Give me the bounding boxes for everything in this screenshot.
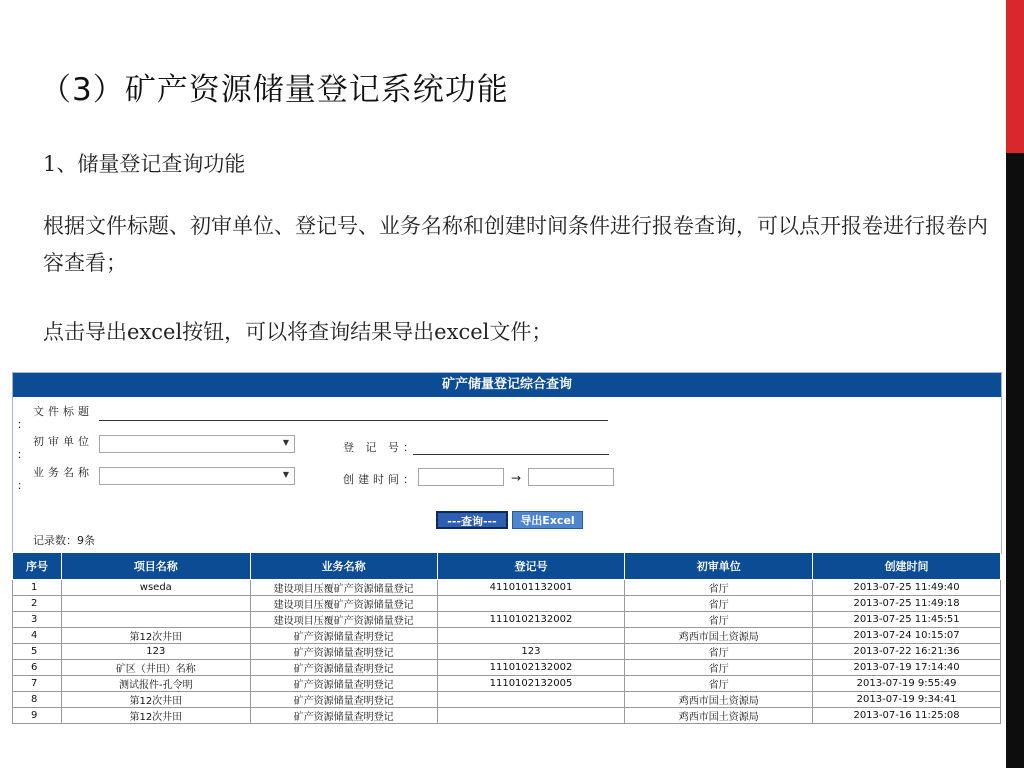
row-created-time: 2013-07-19 17:14:40	[813, 660, 1001, 676]
slide-side-bar	[1006, 0, 1024, 768]
section-heading: 1、储量登记查询功能	[43, 152, 246, 176]
table-row[interactable]	[13, 596, 1001, 612]
row-project-name[interactable]: 第12次井田	[61, 628, 250, 644]
row-reg-no: 1110102132005	[437, 676, 625, 692]
row-index: 7	[13, 676, 62, 692]
export-excel-button[interactable]: 导出Excel	[512, 511, 583, 529]
row-index: 2	[13, 596, 62, 612]
query-button[interactable]: ---查询---	[436, 511, 508, 529]
table-row[interactable]	[13, 644, 1001, 660]
row-project-name[interactable]	[61, 612, 250, 628]
row-reg-no	[437, 628, 625, 644]
row-index: 1	[13, 580, 62, 596]
row-index: 3	[13, 612, 62, 628]
table-row[interactable]	[13, 628, 1001, 644]
column-header-reg-no[interactable]: 登记号	[437, 553, 625, 580]
row-project-name[interactable]: 第12次井田	[61, 708, 250, 724]
row-business-name: 矿产资源储量查明登记	[250, 644, 437, 660]
business-name-label: 业务名称	[33, 466, 93, 479]
column-header-index[interactable]: 序号	[13, 553, 62, 580]
row-reg-no	[437, 596, 625, 612]
row-review-unit: 省厅	[625, 676, 813, 692]
table-row[interactable]	[13, 692, 1001, 708]
description-paragraph: 根据文件标题、初审单位、登记号、业务名称和创建时间条件进行报卷查询，可以点开报卷进行报卷内容查看；	[43, 214, 988, 275]
column-header-review-unit[interactable]: 初审单位	[625, 553, 813, 580]
file-title-colon: ：	[17, 418, 28, 431]
file-title-input[interactable]	[99, 404, 608, 421]
row-project-name[interactable]: 测试报件-孔令明	[61, 676, 250, 692]
table-row[interactable]	[13, 612, 1001, 628]
row-index: 5	[13, 644, 62, 660]
table-row[interactable]	[13, 580, 1001, 596]
row-created-time: 2013-07-19 9:55:49	[813, 676, 1001, 692]
row-created-time: 2013-07-25 11:49:18	[813, 596, 1001, 612]
row-review-unit: 省厅	[625, 580, 813, 596]
row-index: 8	[13, 692, 62, 708]
row-index: 4	[13, 628, 62, 644]
row-reg-no: 4110101132001	[437, 580, 625, 596]
reg-no-input[interactable]	[413, 438, 609, 455]
row-created-time: 2013-07-19 9:34:41	[813, 692, 1001, 708]
created-to-input[interactable]	[528, 468, 614, 486]
file-title-label: 文件标题	[33, 405, 93, 418]
row-reg-no: 1110102132002	[437, 660, 625, 676]
row-created-time: 2013-07-25 11:45:51	[813, 612, 1001, 628]
business-name-colon: ：	[17, 479, 28, 492]
row-created-time: 2013-07-22 16:21:36	[813, 644, 1001, 660]
row-business-name: 建设项目压覆矿产资源储量登记	[250, 596, 437, 612]
row-business-name: 建设项目压覆矿产资源储量登记	[250, 612, 437, 628]
created-from-input[interactable]	[418, 468, 504, 486]
column-header-business-name[interactable]: 业务名称	[250, 553, 437, 580]
record-count: 记录数：9条	[33, 534, 95, 547]
row-business-name: 矿产资源储量查明登记	[250, 692, 437, 708]
row-review-unit: 省厅	[625, 644, 813, 660]
reg-no-label: 登 记 号：	[343, 441, 418, 454]
chevron-down-icon: ▼	[282, 470, 289, 479]
row-project-name[interactable]: 矿区（井田）名称	[61, 660, 250, 676]
row-reg-no: 1110102132002	[437, 612, 625, 628]
row-review-unit: 省厅	[625, 596, 813, 612]
row-project-name[interactable]	[61, 596, 250, 612]
row-created-time: 2013-07-25 11:49:40	[813, 580, 1001, 596]
row-reg-no: 123	[437, 644, 625, 660]
row-created-time: 2013-07-24 10:15:07	[813, 628, 1001, 644]
row-review-unit: 省厅	[625, 660, 813, 676]
query-panel-header: 矿产储量登记综合查询	[13, 373, 1001, 397]
query-panel	[12, 372, 1002, 554]
chevron-down-icon: ▼	[282, 438, 289, 447]
row-reg-no	[437, 708, 625, 724]
table-row[interactable]	[13, 676, 1001, 692]
slide-side-bar-accent	[1006, 0, 1024, 153]
row-review-unit: 鸡西市国土资源局	[625, 628, 813, 644]
row-index: 9	[13, 708, 62, 724]
range-arrow: →	[511, 471, 522, 485]
table-header-row	[13, 553, 1001, 580]
column-header-created-time[interactable]: 创建时间	[813, 553, 1001, 580]
table-row[interactable]	[13, 660, 1001, 676]
export-description: 点击导出excel按钮，可以将查询结果导出excel文件；	[43, 320, 553, 344]
row-business-name: 矿产资源储量查明登记	[250, 708, 437, 724]
row-index: 6	[13, 660, 62, 676]
business-name-select[interactable]	[99, 467, 295, 485]
column-header-project-name[interactable]: 项目名称	[61, 553, 250, 580]
row-business-name: 矿产资源储量查明登记	[250, 660, 437, 676]
created-time-label: 创建时间：	[343, 473, 418, 486]
row-project-name[interactable]: wseda	[61, 580, 250, 596]
table-row[interactable]	[13, 708, 1001, 724]
row-project-name[interactable]: 第12次井田	[61, 692, 250, 708]
results-table	[12, 552, 1001, 724]
row-reg-no	[437, 692, 625, 708]
row-project-name[interactable]: 123	[61, 644, 250, 660]
review-unit-colon: ：	[17, 448, 28, 461]
row-created-time: 2013-07-16 11:25:08	[813, 708, 1001, 724]
review-unit-select[interactable]	[99, 435, 295, 453]
review-unit-label: 初审单位	[33, 435, 93, 448]
row-review-unit: 省厅	[625, 612, 813, 628]
row-business-name: 矿产资源储量查明登记	[250, 676, 437, 692]
row-review-unit: 鸡西市国土资源局	[625, 692, 813, 708]
row-business-name: 建设项目压覆矿产资源储量登记	[250, 580, 437, 596]
slide-title: （3）矿产资源储量登记系统功能	[40, 72, 509, 108]
row-business-name: 矿产资源储量查明登记	[250, 628, 437, 644]
row-review-unit: 鸡西市国土资源局	[625, 708, 813, 724]
